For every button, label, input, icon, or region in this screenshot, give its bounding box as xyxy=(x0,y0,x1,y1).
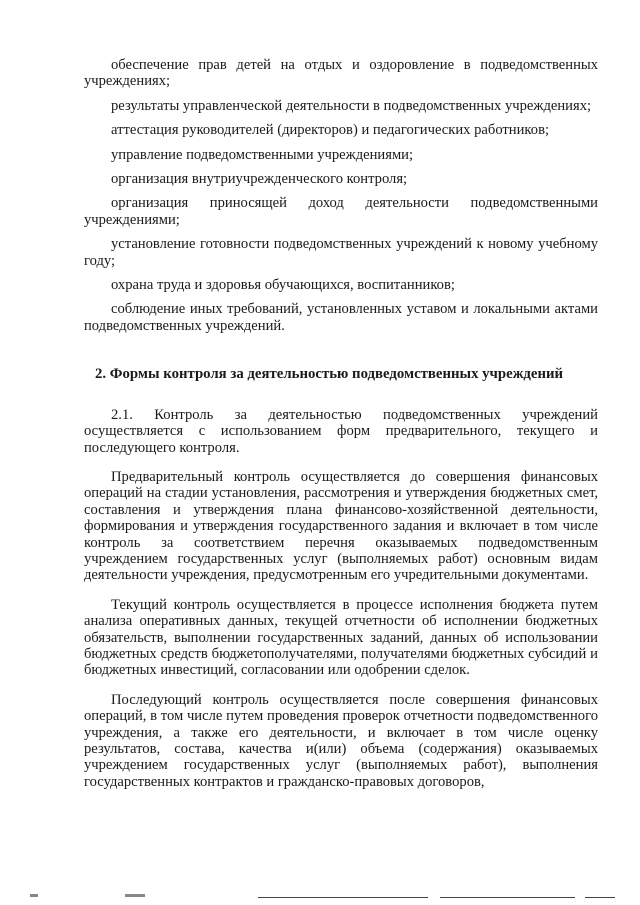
list-item: организация внутриучрежденческого контроля; xyxy=(111,171,408,188)
footer-rule xyxy=(585,897,615,898)
list-item: установление готовности подведомственных учреждений к новому учебному году; xyxy=(84,236,598,269)
paragraph: Предварительный контроль осуществляется до совершения финансовых операций на стадии установления, рассмотрения и утверждения бюджетных смет, составления и утверждения плана финансово-хозяйственной деятельности, формирования и утверждения государственного задания и включает в том числе контроль за соответствием перечня оказываемых подведомственным учреждением государственных услуг (выполняемых работ) основным видам деятельности учреждения, предусмотренным его учредительными документами. xyxy=(84,468,598,584)
section-heading: 2. Формы контроля за деятельностью подведомственных учреждений xyxy=(95,366,564,383)
list-item: обеспечение прав детей на отдых и оздоровление в подведомственных учреждениях; xyxy=(84,57,598,90)
list-item: соблюдение иных требований, установленных уставом и локальными актами подведомственных учреждений. xyxy=(84,301,598,334)
list-item: охрана труда и здоровья обучающихся, воспитанников; xyxy=(111,277,455,294)
footer-mark xyxy=(30,894,38,897)
paragraph: Последующий контроль осуществляется после совершения финансовых операций, в том числе путем проведения проверок отчетности подведомственного учреждения, а также его деятельности, и включает в том числе оценку результатов, состава, качества и(или) объема (содержания) оказываемых учреждением государственных услуг (выполняемых работ), выполнения государственных контрактов и гражданско-правовых договоров, xyxy=(84,691,598,790)
list-item: организация приносящей доход деятельности подведомственными учреждениями; xyxy=(84,195,598,228)
list-item: управление подведомственными учреждениями; xyxy=(111,146,414,163)
footer-mark xyxy=(125,894,145,897)
paragraph: Текущий контроль осуществляется в процессе исполнения бюджета путем анализа оперативных данных, текущей отчетности об исполнении бюджетных обязательств, выполнении государственных заданий, данных об использовании бюджетных средств бюджетополучателями, получателями бюджетных субсидий и бюджетных инвестиций, согласовании или одобрении сделок. xyxy=(84,596,598,679)
document-body xyxy=(84,57,598,790)
footer-rule xyxy=(440,897,575,898)
paragraph: 2.1. Контроль за деятельностью подведомственных учреждений осуществляется с использованием форм предварительного, текущего и последующего контроля. xyxy=(84,406,598,456)
list-item: аттестация руководителей (директоров) и педагогических работников; xyxy=(111,122,550,139)
footer-rule xyxy=(258,897,428,898)
list-item: результаты управленческой деятельности в подведомственных учреждениях; xyxy=(111,97,592,114)
